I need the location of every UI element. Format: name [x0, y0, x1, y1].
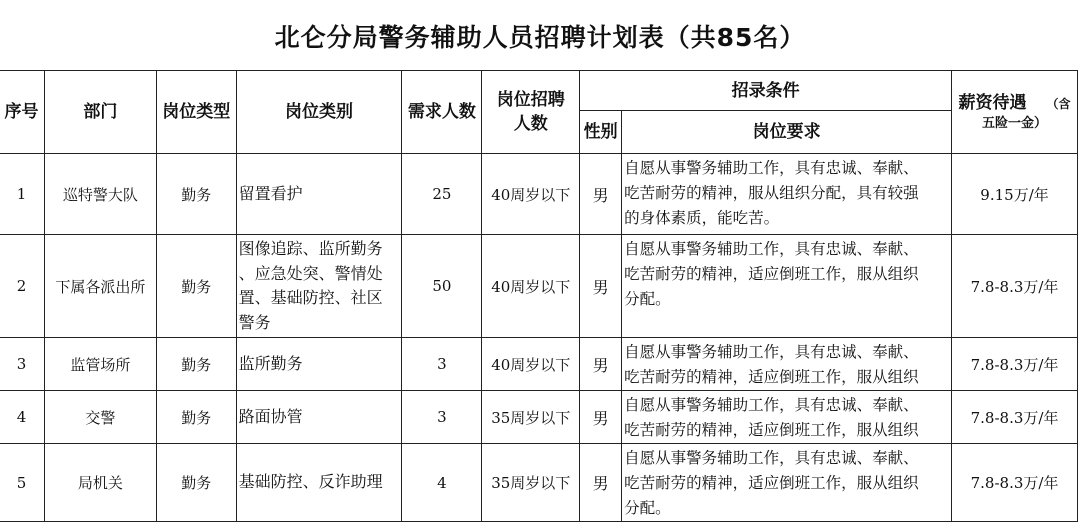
requirement-line: 吃苦耐劳的精神，服从组织分配，具有较强 [624, 184, 919, 202]
header-recruit-line1: 岗位招聘 [496, 90, 565, 110]
cell-requirements [622, 391, 952, 444]
cell-salary: 7.8-8.3万/年 [952, 235, 1078, 338]
requirement-line: 吃苦耐劳的精神，适应倒班工作，服从组织 [624, 474, 919, 492]
cell-post-type: 勤务 [156, 338, 236, 391]
cell-requirements [622, 338, 952, 391]
cell-gender: 男 [580, 391, 622, 444]
header-post-type: 岗位类型 [156, 71, 236, 154]
category-line: 置、基础防控、社区 [238, 288, 383, 307]
cell-salary: 9.15万/年 [952, 154, 1078, 235]
header-salary-note: （含 [1046, 96, 1071, 111]
requirement-line: 的身体素质，能吃苦。 [624, 209, 780, 227]
cell-gender: 男 [580, 235, 622, 338]
cell-salary: 7.8-8.3万/年 [952, 444, 1078, 522]
requirement-line: 吃苦耐劳的精神，适应倒班工作，服从组织 [624, 265, 919, 283]
requirement-line: 吃苦耐劳的精神，适应倒班工作，服从组织 [624, 421, 919, 439]
cell-seq: 4 [0, 391, 44, 444]
cell-demand: 25 [402, 154, 482, 235]
cell-dept: 监管场所 [44, 338, 156, 391]
cell-age-limit: 40周岁以下 [482, 338, 580, 391]
category-line: 警务 [238, 312, 271, 332]
header-salary [952, 71, 1078, 154]
category-line: 基础防控、反诈助理 [238, 472, 383, 492]
cell-dept: 巡特警大队 [44, 154, 156, 235]
cell-age-limit: 35周岁以下 [482, 391, 580, 444]
table-row [0, 235, 1078, 338]
requirement-line: 自愿从事警务辅助工作，具有忠诚、奉献、 [624, 449, 919, 467]
cell-age-limit: 40周岁以下 [482, 235, 580, 338]
requirement-line: 分配。 [624, 290, 671, 308]
category-line: 、应急处突、警情处 [238, 263, 383, 283]
category-line: 留置看护 [238, 183, 303, 203]
cell-seq: 5 [0, 444, 44, 522]
table-row [0, 391, 1078, 444]
header-conditions: 招录条件 [580, 71, 952, 111]
cell-demand: 3 [402, 391, 482, 444]
header-recruit-count [482, 71, 580, 154]
header-salary-sub: 五险一金） [982, 115, 1048, 131]
recruitment-table [0, 70, 1078, 522]
requirement-line: 分配。 [624, 499, 671, 517]
table-row [0, 338, 1078, 391]
cell-seq: 2 [0, 235, 44, 338]
cell-gender: 男 [580, 154, 622, 235]
cell-dept: 交警 [44, 391, 156, 444]
requirement-line: 自愿从事警务辅助工作，具有忠诚、奉献、 [624, 159, 919, 177]
cell-gender: 男 [580, 338, 622, 391]
header-recruit-line2: 人数 [513, 114, 548, 134]
header-salary-main: 薪资待遇 [958, 92, 1027, 113]
cell-post-type: 勤务 [156, 235, 236, 338]
page-title: 北仑分局警务辅助人员招聘计划表（共85名） [274, 23, 806, 52]
requirement-line: 自愿从事警务辅助工作，具有忠诚、奉献、 [624, 396, 919, 414]
cell-seq: 1 [0, 154, 44, 235]
cell-seq: 3 [0, 338, 44, 391]
cell-salary: 7.8-8.3万/年 [952, 391, 1078, 444]
cell-post-category [236, 154, 402, 235]
cell-requirements [622, 154, 952, 235]
category-line: 路面协管 [238, 406, 303, 426]
header-gender: 性别 [580, 111, 622, 154]
cell-post-category [236, 235, 402, 338]
cell-post-category [236, 391, 402, 444]
cell-demand: 4 [402, 444, 482, 522]
cell-demand: 3 [402, 338, 482, 391]
cell-age-limit: 40周岁以下 [482, 154, 580, 235]
cell-post-type: 勤务 [156, 444, 236, 522]
cell-salary: 7.8-8.3万/年 [952, 338, 1078, 391]
table-row [0, 154, 1078, 235]
requirement-line: 自愿从事警务辅助工作，具有忠诚、奉献、 [624, 240, 919, 258]
cell-post-type: 勤务 [156, 154, 236, 235]
header-post-category: 岗位类别 [236, 71, 402, 154]
header-demand: 需求人数 [402, 71, 482, 154]
cell-post-category [236, 338, 402, 391]
header-dept: 部门 [44, 71, 156, 154]
requirement-line: 自愿从事警务辅助工作，具有忠诚、奉献、 [624, 343, 919, 361]
requirement-line: 吃苦耐劳的精神，适应倒班工作，服从组织 [624, 368, 919, 386]
cell-age-limit: 35周岁以下 [482, 444, 580, 522]
cell-dept: 局机关 [44, 444, 156, 522]
header-seq: 序号 [0, 71, 44, 154]
category-line: 图像追踪、监所勤务 [238, 239, 383, 258]
cell-requirements [622, 235, 952, 338]
cell-dept: 下属各派出所 [44, 235, 156, 338]
cell-demand: 50 [402, 235, 482, 338]
cell-gender: 男 [580, 444, 622, 522]
header-requirements: 岗位要求 [622, 111, 952, 154]
cell-post-type: 勤务 [156, 391, 236, 444]
category-line: 监所勤务 [238, 353, 303, 373]
